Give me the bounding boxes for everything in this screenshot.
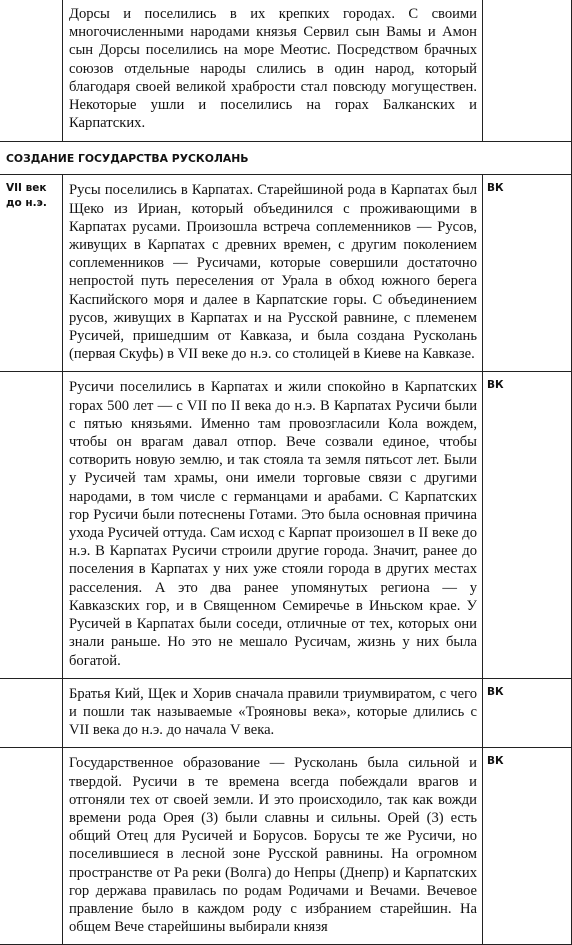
event-text-cell: Государственное образование — Русколань была сильной и твердой. Русичи в те времена всегда побеждали врагов и отгоняли тех от своей земли. И это происходило, так как вожди времени рода Орея (3) были славны и сильны. Орей (3) есть общий Отец для Русичей и Борусов. Борусы те же Русичи, но поселившиеся в лесной зоне Русской равнины. На огромном пространстве от Ра реки (Волга) до Непры (Днепр) и Карпатских гор держава правилась по родам Родичами и Вечами. Вечевое правление было в каждом роду с избранием старейшин. На общем Вече старейшины выбирали князя (63, 748, 483, 945)
source-cell: ВК (483, 175, 572, 372)
section-title: СОЗДАНИЕ ГОСУДАРСТВА РУСКОЛАНЬ (0, 142, 572, 175)
source-cell: ВК (483, 748, 572, 945)
source-cell: ВК (483, 372, 572, 678)
event-text-cell: Русичи поселились в Карпатах и жили спокойно в Карпатских горах 500 лет — с VII по II века до н.э. В Карпатах Русичи были с пятью князьями. Именно там провозгласили Кола вождем, чтобы он врагам давал отпор. Вече созвали единое, чтобы сотворить новую землю, и так стояла та земля пятьсот лет. Были у Русичей там храмы, они имели торговые связи с другими народами, в том числе с германцами и арабами. С Карпатских гор Русичи были потеснены Готами. Это была основная причина ухода Русичей оттуда. Сам исход с Карпат произошел в II веке до н.э. В Карпатах Русичи строили другие города. Значит, ранее до поселения в Карпатах у них уже стояли города в других местах расселения. А это два ранее упомянутых региона — у Кавказских гор, и в Священном Семиречье в Иньском крае. У Русичей в Карпатах были соседи, отличные от тех, которых они знали раньше. Но это не мешало Русичам, жизнь у них была богатой. (63, 372, 483, 678)
date-cell (0, 0, 63, 142)
source-cell (483, 0, 572, 142)
source-cell: ВК (483, 678, 572, 748)
date-cell (0, 748, 63, 945)
table-row (0, 678, 572, 748)
table-row (0, 748, 572, 945)
event-text-cell: Русы поселились в Карпатах. Старейшиной рода в Карпатах был Щеко из Ириан, который объединился с проживающими в Карпатах русами. Произошла встреча соплеменников — Русов, живущих в Карпатах с древних времен, с другим поколением соплеменников — Русичами, которые совершили достаточно непростой путь переселения от Урала в обход южного берега Каспийского моря и далее в Карпатские горы. С объединением русов, живущих в Карпатах и на Русской равнине, с племенем Русичей, пришедшим от Кавказа, и была создана Русколань (первая Скуфь) в VII веке до н.э. со столицей в Киеве на Кавказе. (63, 175, 483, 372)
table-row (0, 372, 572, 678)
section-header-row (0, 142, 572, 175)
table-row (0, 0, 572, 142)
event-text-cell: Дорсы и поселились в их крепких городах. С своими многочисленными народами князья Сервил сын Вамы и Амон сын Дорсы поселились на море Меотис. Посредством брачных союзов отдельные народы слились в один народ, который благодаря своей великой храбрости стал повсюду могуществен. Некоторые ушли и поселились на горах Балканских и Карпатских. (63, 0, 483, 142)
table-row (0, 175, 572, 372)
date-cell (0, 678, 63, 748)
event-text-cell: Братья Кий, Щек и Хорив сначала правили триумвиратом, с чего и пошли так называемые «Трояновы века», которые длились с VII века до н.э. до начала V века. (63, 678, 483, 748)
date-cell (0, 372, 63, 678)
date-cell: VII век до н.э. (0, 175, 63, 372)
